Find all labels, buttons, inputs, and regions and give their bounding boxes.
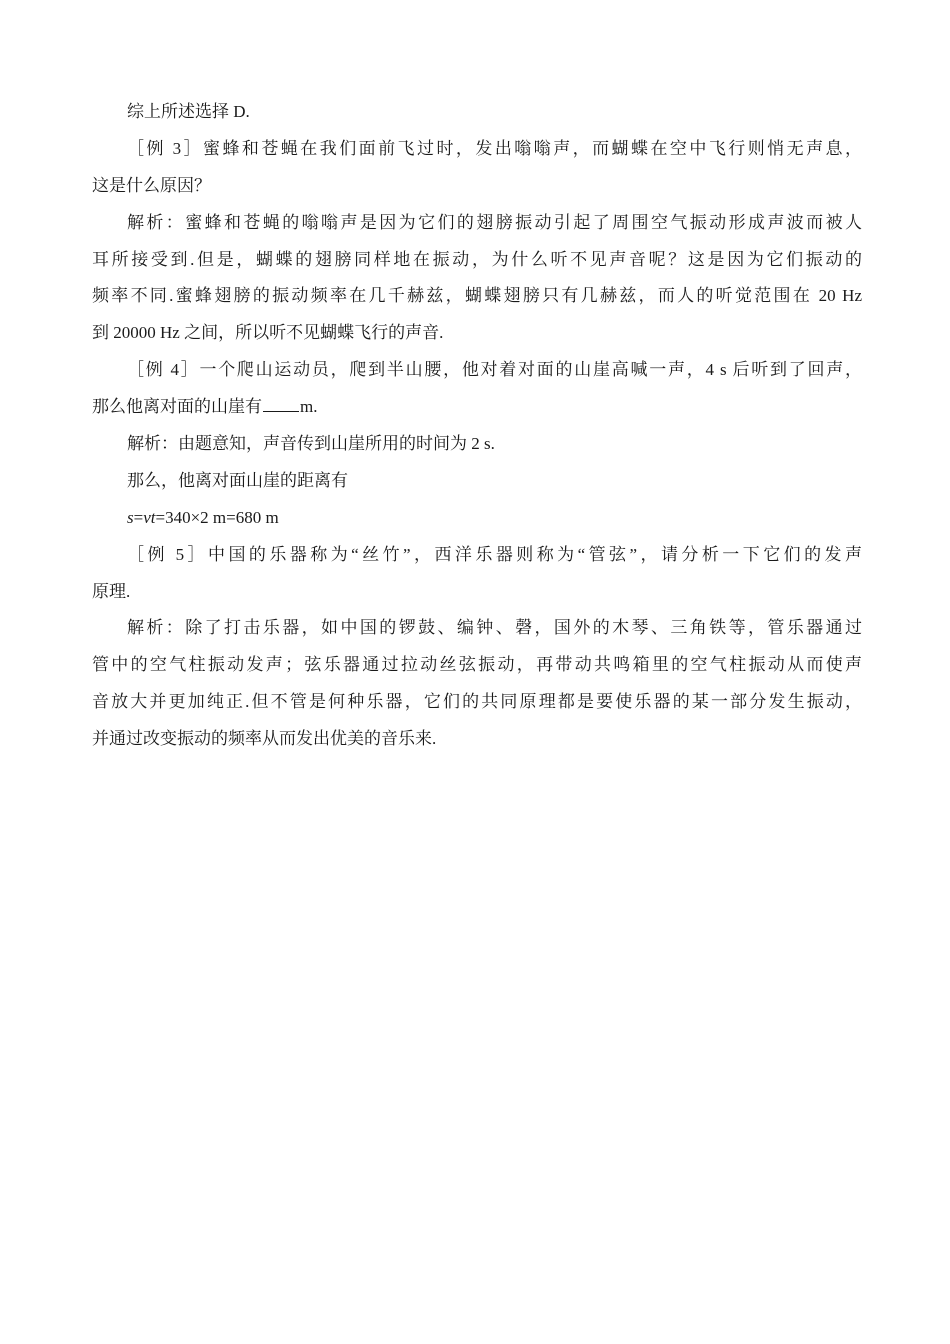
example-5-answer-line-2: 管中的空气柱振动发声；弦乐器通过拉动丝弦振动，再带动共鸣箱里的空气柱振动从而使声 (92, 655, 862, 675)
conclusion-line: 综上所述选择 D. (127, 102, 250, 121)
example-4-question-line-2 (92, 389, 862, 426)
answer-blank (263, 391, 299, 412)
example-5-question-line-2: 原理. (92, 581, 131, 601)
example-5-answer-line-1: 解析：除了打击乐器，如中国的锣鼓、编钟、磬，国外的木琴、三角铁等，管乐器通过 (127, 618, 862, 638)
example-4-answer-line-2: 那么，他离对面山崖的距离有 (127, 470, 348, 490)
example-5-answer-line-3: 音放大并更加纯正.但不管是何种乐器，它们的共同原理都是要使乐器的某一部分发生振动， (92, 692, 862, 712)
example-3-question-line-1: ［例 3］蜜蜂和苍蝇在我们面前飞过时，发出嗡嗡声，而蝴蝶在空中飞行则悄无声息， (127, 138, 862, 158)
example-3-answer-line-3: 频率不同.蜜蜂翅膀的振动频率在几千赫兹，蝴蝶翅膀只有几赫兹，而人的听觉范围在 20 Hz (92, 286, 862, 306)
example-4-question-unit: m. (300, 397, 318, 417)
formula-eq: = (133, 507, 144, 527)
example-3-answer-line-1: 解析：蜜蜂和苍蝇的嗡嗡声是因为它们的翅膀振动引起了周围空气振动形成声波而被人 (127, 212, 862, 232)
example-5-answer-line-4: 并通过改变振动的频率从而发出优美的音乐来. (92, 729, 437, 749)
document-page (92, 94, 862, 758)
example-4-question-text: 那么他离对面的山崖有 (92, 397, 262, 417)
formula-result: =340×2 m=680 m (155, 507, 279, 527)
example-3-answer-line-4: 到 20000 Hz 之间，所以听不见蝴蝶飞行的声音. (92, 323, 444, 343)
formula-s: s (127, 507, 134, 527)
example-4-question-line-1: ［例 4］一个爬山运动员，爬到半山腰，他对着对面的山崖高喊一声，4 s 后听到了回声， (127, 360, 862, 380)
example-5-question-line-1: ［例 5］中国的乐器称为“丝竹”，西洋乐器则称为“管弦”，请分析一下它们的发声 (127, 544, 862, 564)
formula-vt: vt (143, 507, 156, 527)
example-4-formula (92, 500, 862, 537)
example-3-question-line-2: 这是什么原因？ (92, 175, 211, 195)
example-3-answer-line-2: 耳所接受到.但是，蝴蝶的翅膀同样地在振动，为什么听不见声音呢？这是因为它们振动的 (92, 249, 862, 269)
example-4-answer-line-1: 解析：由题意知，声音传到山崖所用的时间为 2 s. (127, 434, 495, 454)
